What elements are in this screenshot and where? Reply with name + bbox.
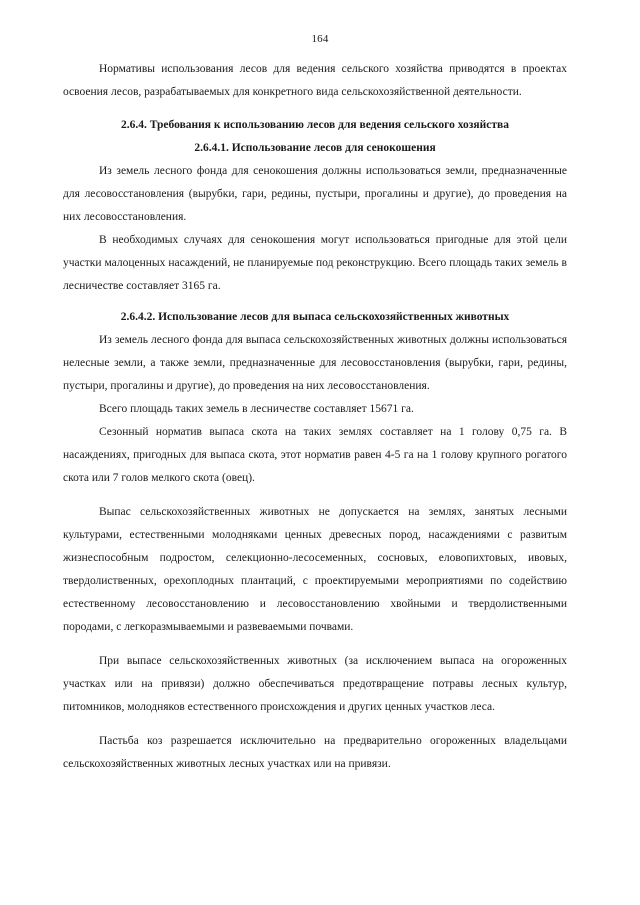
section-heading-agriculture: 2.6.4. Требования к использованию лесов для ведения сельского хозяйства: [121, 119, 509, 131]
subsection-heading-haymaking: 2.6.4.1. Использование лесов для сенокошения: [194, 142, 436, 154]
paragraph-grazing-norm: Сезонный норматив выпаса скота на таких землях составляет на 1 голову 0,75 га. В насаждениях, пригодных для выпаса скота, этот норматив равен 4-5 га на 1 голову крупного рогатого скота или 7 голов мелкого скота (овец).: [63, 426, 567, 484]
paragraph-norms-intro: Нормативы использования лесов для ведения сельского хозяйства приводятся в проектах освоения лесов, разрабатываемых для конкретного вида сельскохозяйственной деятельности.: [63, 63, 567, 98]
subsection-heading-grazing: 2.6.4.2. Использование лесов для выпаса сельскохозяйственных животных: [120, 311, 510, 323]
paragraph-haymaking-area: В необходимых случаях для сенокошения могут использоваться пригодные для этой цели участки малоценных насаждений, не планируемые под реконструкцию. Всего площадь таких земель в лесничестве составляет 3165 га.: [63, 234, 567, 292]
page-content: [63, 58, 567, 776]
paragraph-grazing-area: Всего площадь таких земель в лесничестве составляет 15671 га.: [99, 403, 414, 415]
paragraph-grazing-restrictions: Выпас сельскохозяйственных животных не допускается на землях, занятых лесными культурами, естественными молодняками ценных древесных пород, насаждениями с развитым жизнеспособным подростом, селекционно-лесосеменных, сосновых, еловопихтовых, ивовых, твердолиственных, орехоплодных плантаций, с проектируемыми мероприятиями по содействию естественному лесовосстановлению и лесовосстановлению хвойными и твердолиственными породами, с легкоразмываемыми и развеваемыми почвами.: [63, 506, 567, 633]
paragraph-goat-grazing: Пастьба коз разрешается исключительно на предварительно огороженных владельцами сельскохозяйственных животных лесных участках или на привязи.: [63, 735, 567, 770]
paragraph-grazing-lands: Из земель лесного фонда для выпаса сельскохозяйственных животных должны использоваться нелесные земли, а также земли, предназначенные для лесовосстановления (вырубки, гари, редины, пустыри, прогалины и другие), до проведения на них лесовосстановления.: [63, 334, 567, 392]
paragraph-grazing-protection: При выпасе сельскохозяйственных животных (за исключением выпаса на огороженных участках или на привязи) должно обеспечиваться предотвращение потравы лесных культур, питомников, молодняков естественного происхождения и других ценных участков леса.: [63, 655, 567, 713]
page-number: 164: [311, 33, 329, 45]
paragraph-haymaking-lands: Из земель лесного фонда для сенокошения должны использоваться земли, предназначенные для лесовосстановления (вырубки, гари, редины, пустыри, прогалины и другие), до проведения на них лесовосстановления.: [63, 165, 567, 223]
